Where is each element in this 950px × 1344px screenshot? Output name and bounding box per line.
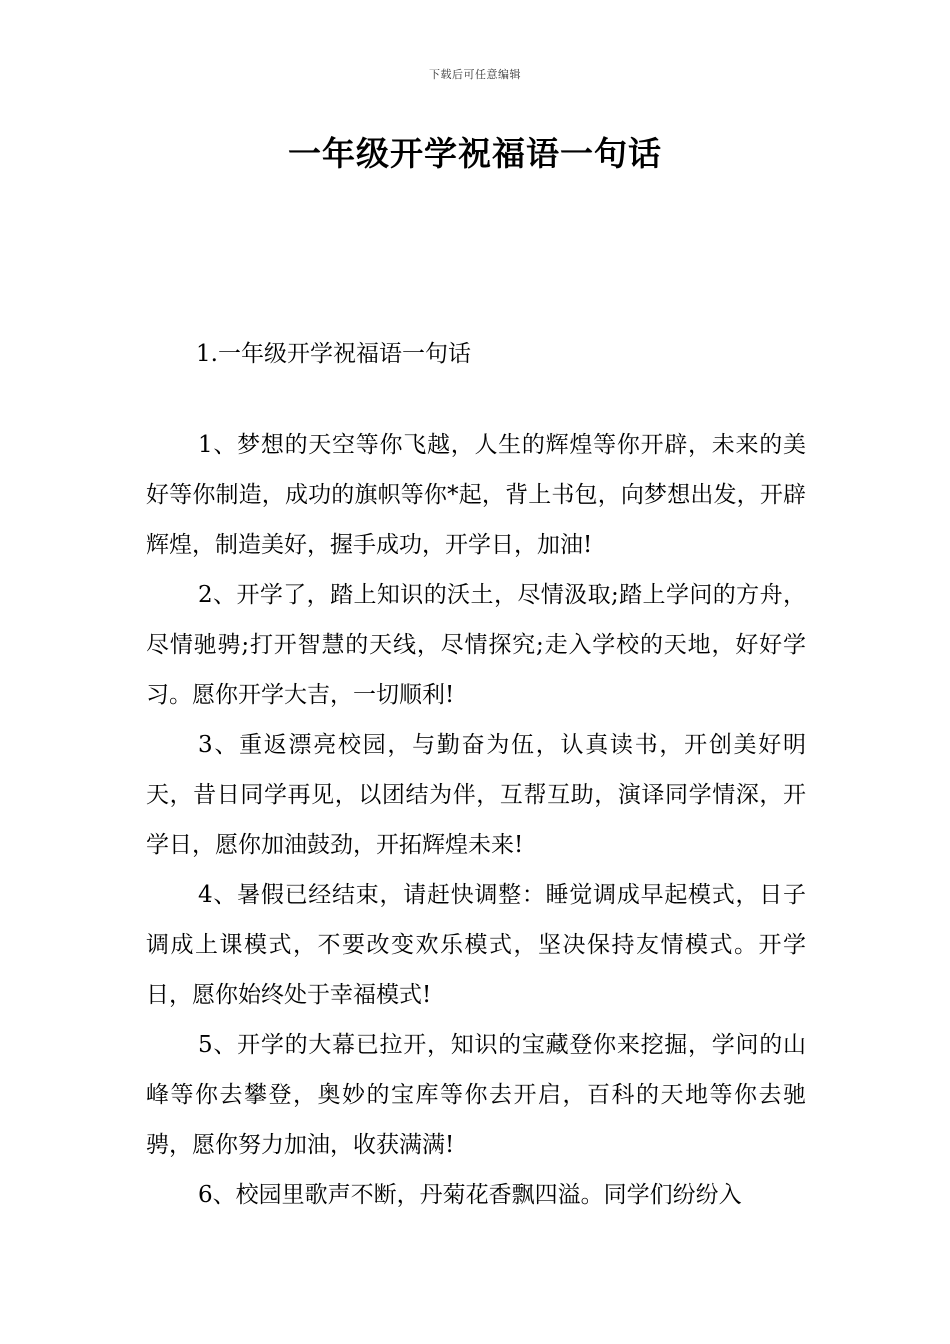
- paragraph-5: 5、开学的大幕已拉开，知识的宝藏登你来挖掘，学问的山峰等你去攀登，奥妙的宝库等你去开启，百科的天地等你去驰骋，愿你努力加油，收获满满!: [146, 1032, 806, 1158]
- section-heading: 1.一年级开学祝福语一句话: [196, 341, 471, 367]
- paragraph-2: 2、开学了，踏上知识的沃土，尽情汲取;踏上学问的方舟，尽情驰骋;打开智慧的天线，尽情探究;走入学校的天地，好好学习。愿你开学大吉，一切顺利!: [146, 582, 806, 708]
- body-text: [146, 420, 806, 1220]
- document-title: 一年级开学祝福语一句话: [288, 134, 662, 173]
- paragraph-1: 1、梦想的天空等你飞越，人生的辉煌等你开辟，未来的美好等你制造，成功的旗帜等你*起，背上书包，向梦想出发，开辟辉煌，制造美好，握手成功，开学日，加油!: [146, 432, 806, 558]
- paragraph-6: 6、校园里歌声不断，丹菊花香飘四溢。同学们纷纷入: [198, 1182, 742, 1208]
- paragraph-3: 3、重返漂亮校园，与勤奋为伍，认真读书，开创美好明天，昔日同学再见，以团结为伴，互帮互助，演译同学情深，开学日，愿你加油鼓劲，开拓辉煌未来!: [146, 732, 806, 858]
- header-note: 下载后可任意编辑: [429, 68, 521, 81]
- paragraph-4: 4、暑假已经结束，请赶快调整：睡觉调成早起模式，日子调成上课模式，不要改变欢乐模式，坚决保持友情模式。开学日，愿你始终处于幸福模式!: [146, 882, 806, 1008]
